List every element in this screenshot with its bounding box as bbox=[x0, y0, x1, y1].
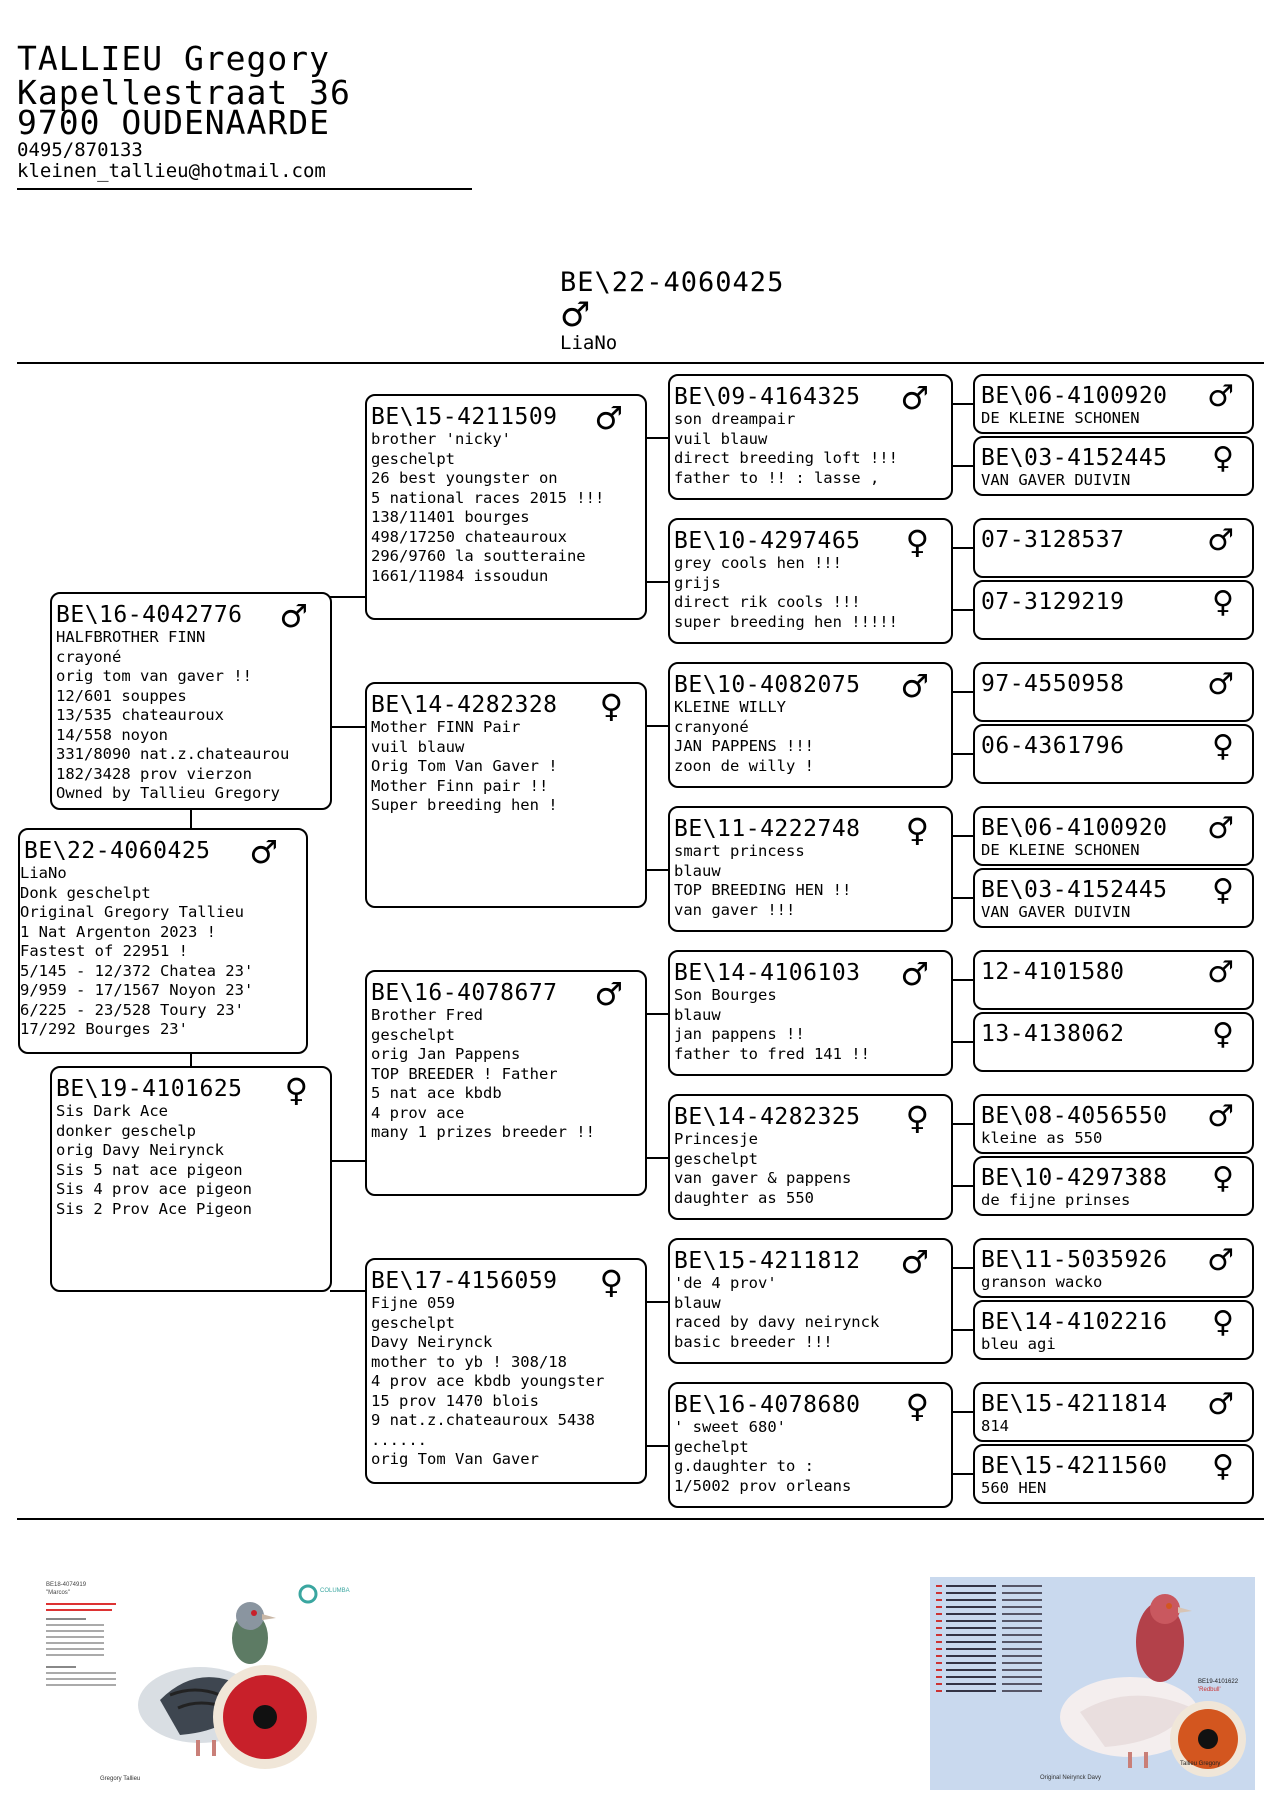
pedigree-box-gen4-12[interactable] bbox=[973, 1238, 1254, 1298]
pedigree-box-gen4-5[interactable] bbox=[973, 724, 1254, 784]
pedigree-box-gen2-3[interactable] bbox=[365, 1258, 647, 1484]
pedigree-note-line: Original Gregory Tallieu bbox=[20, 903, 244, 921]
pedigree-box-gen2-0[interactable] bbox=[365, 394, 647, 620]
pedigree-note-line: blauw bbox=[674, 861, 721, 880]
pedigree-box-gen4-1[interactable] bbox=[973, 436, 1254, 496]
pedigree-note-line: 296/9760 la soutteraine bbox=[371, 547, 586, 565]
pedigree-note-line: KLEINE WILLY bbox=[674, 698, 786, 716]
pedigree-note-line: granson wacko bbox=[981, 1273, 1103, 1291]
ring-number: 06-4361796 bbox=[981, 733, 1125, 759]
pedigree-box-gen4-0[interactable] bbox=[973, 374, 1254, 434]
bottom-divider bbox=[17, 1518, 1264, 1520]
connector-gen3-gen4 bbox=[951, 1473, 974, 1475]
pedigree-note-line: 560 HEN bbox=[981, 1479, 1047, 1497]
male-icon: ♂ bbox=[249, 833, 278, 871]
pedigree-note-line: Davy Neirynck bbox=[371, 1333, 493, 1351]
pedigree-box-gen4-6[interactable] bbox=[973, 806, 1254, 866]
ring-number: BE\06-4100920 bbox=[981, 815, 1168, 841]
female-icon: ♀ bbox=[284, 1071, 308, 1109]
ring-number: BE\08-4056550 bbox=[981, 1103, 1168, 1129]
male-icon: ♂ bbox=[1207, 811, 1234, 846]
ring-number: BE\14-4282328 bbox=[371, 692, 558, 718]
owner-street: Kapellestraat 36 bbox=[17, 73, 351, 112]
photo-left-brand: COLUMBA bbox=[320, 1588, 350, 1594]
ring-number: BE\10-4082075 bbox=[674, 672, 861, 698]
female-icon: ♀ bbox=[1212, 1161, 1234, 1196]
connector-gen3-gen4 bbox=[951, 691, 974, 693]
photo-left-ring: BE18-4074919 bbox=[46, 1582, 87, 1588]
pedigree-box-gen3-3[interactable] bbox=[668, 806, 953, 932]
female-icon: ♀ bbox=[1212, 1017, 1234, 1052]
connector-gen3-gen4 bbox=[951, 979, 974, 981]
pedigree-notes bbox=[975, 1335, 1252, 1355]
pedigree-note-line: grey cools hen !!! bbox=[674, 554, 842, 572]
ring-number: 07-3128537 bbox=[981, 527, 1125, 553]
pedigree-note-line: basic breeder !!! bbox=[674, 1332, 833, 1351]
female-icon: ♀ bbox=[1212, 441, 1234, 476]
pedigree-notes bbox=[367, 1294, 645, 1470]
pedigree-note-line: 1 Nat Argenton 2023 ! bbox=[20, 922, 216, 941]
pedigree-note-line: 6/225 - 23/528 Toury 23' bbox=[20, 1000, 244, 1019]
pedigree-note-line: geschelpt bbox=[371, 1025, 455, 1044]
pedigree-note-line: Sis 2 Prov Ace Pigeon bbox=[56, 1199, 252, 1218]
male-icon: ♂ bbox=[900, 667, 929, 705]
pedigree-notes bbox=[670, 986, 951, 1064]
pedigree-note-line: Owned by Tallieu Gregory bbox=[56, 784, 280, 802]
ring-number: 12-4101580 bbox=[981, 959, 1125, 985]
male-icon: ♂ bbox=[1207, 523, 1234, 558]
pedigree-note-line: 'de 4 prov' bbox=[674, 1274, 777, 1292]
female-icon: ♀ bbox=[905, 1387, 929, 1425]
pedigree-box-gen4-14[interactable] bbox=[973, 1382, 1254, 1442]
pedigree-note-line: 1661/11984 issoudun bbox=[371, 566, 549, 585]
pedigree-note-line: Brother Fred bbox=[371, 1006, 483, 1024]
connector-gen2-gen3 bbox=[645, 437, 669, 439]
pedigree-note-line: raced by davy neirynck bbox=[674, 1313, 880, 1331]
ring-number: 07-3129219 bbox=[981, 589, 1125, 615]
pedigree-note-line: van gaver & pappens bbox=[674, 1169, 852, 1187]
ring-number: BE\16-4042776 bbox=[56, 602, 243, 628]
pedigree-box-gen4-8[interactable] bbox=[973, 950, 1254, 1010]
pedigree-notes bbox=[20, 864, 306, 1040]
pedigree-note-line: LiaNo bbox=[20, 864, 67, 882]
female-icon: ♀ bbox=[905, 1099, 929, 1137]
pedigree-note-line: 9 nat.z.chateauroux 5438 bbox=[371, 1411, 595, 1429]
pedigree-notes bbox=[670, 698, 951, 776]
subject-id: BE\22-4060425 bbox=[560, 267, 785, 298]
female-icon: ♀ bbox=[1212, 585, 1234, 620]
pedigree-notes bbox=[975, 471, 1252, 491]
pedigree-note-line: 14/558 noyon bbox=[56, 725, 168, 744]
photo-right-owner: Tallieu Gregory bbox=[1180, 1761, 1221, 1767]
pedigree-note-line: zoon de willy ! bbox=[674, 756, 814, 775]
pedigree-box-gen4-9[interactable] bbox=[973, 1012, 1254, 1072]
connector-gen3-gen4 bbox=[951, 547, 974, 549]
pedigree-note-line: blauw bbox=[674, 1005, 721, 1024]
connector-main-dam bbox=[190, 1052, 192, 1068]
owner-email: kleinen_tallieu@hotmail.com bbox=[17, 160, 326, 182]
pedigree-box-gen3-0[interactable] bbox=[668, 374, 953, 500]
pedigree-note-line: VAN GAVER DUIVIN bbox=[981, 903, 1131, 921]
pedigree-note-line: Son Bourges bbox=[674, 986, 777, 1004]
male-icon: ♂ bbox=[1207, 379, 1234, 414]
pedigree-note-line: 17/292 Bourges 23' bbox=[20, 1020, 188, 1038]
connector-gen3-gen4 bbox=[951, 1123, 974, 1125]
pedigree-box-gen4-13[interactable] bbox=[973, 1300, 1254, 1360]
pedigree-note-line: crayoné bbox=[56, 647, 122, 666]
pedigree-notes bbox=[367, 430, 645, 586]
pedigree-box-gen2-2[interactable] bbox=[365, 970, 647, 1196]
male-icon: ♂ bbox=[1207, 1099, 1234, 1134]
pedigree-notes bbox=[670, 842, 951, 920]
pedigree-box-gen3-2[interactable] bbox=[668, 662, 953, 788]
pedigree-box-gen4-3[interactable] bbox=[973, 580, 1254, 640]
pedigree-note-line: jan pappens !! bbox=[674, 1025, 805, 1043]
pedigree-note-line: VAN GAVER DUIVIN bbox=[981, 471, 1131, 489]
ring-number: BE\14-4102216 bbox=[981, 1309, 1168, 1335]
ring-number: BE\10-4297465 bbox=[674, 528, 861, 554]
pedigree-note-line: many 1 prizes breeder !! bbox=[371, 1123, 595, 1141]
pedigree-note-line: Fijne 059 bbox=[371, 1294, 455, 1312]
photo-right-origin: Original Neirynck Davy bbox=[1040, 1775, 1102, 1781]
pedigree-note-line: 13/535 chateauroux bbox=[56, 706, 224, 724]
pedigree-note-line: Sis Dark Ace bbox=[56, 1102, 168, 1120]
photo-right-ring: BE19-4101622 bbox=[1198, 1679, 1239, 1685]
connector-sire-gen2 bbox=[330, 726, 366, 728]
pedigree-notes bbox=[670, 1274, 951, 1352]
pedigree-notes bbox=[975, 1479, 1252, 1499]
ring-number: 13-4138062 bbox=[981, 1021, 1125, 1047]
pedigree-note-line: 331/8090 nat.z.chateaurou bbox=[56, 745, 290, 763]
connector-gen3-gen4 bbox=[951, 465, 974, 467]
pedigree-note-line: TOP BREEDER ! Father bbox=[371, 1064, 558, 1083]
connector-gen2-gen3 bbox=[645, 1013, 669, 1015]
pedigree-note-line: ...... bbox=[371, 1430, 427, 1449]
ring-number: BE\14-4106103 bbox=[674, 960, 861, 986]
eye-closeup-left bbox=[210, 1662, 320, 1772]
connector-gen2-gen3 bbox=[645, 1301, 669, 1303]
ring-number: BE\19-4101625 bbox=[56, 1076, 243, 1102]
male-icon: ♂ bbox=[1207, 1387, 1234, 1422]
pedigree-note-line: Fastest of 22951 ! bbox=[20, 942, 188, 960]
pedigree-box-gen2-1[interactable] bbox=[365, 682, 647, 908]
pedigree-note-line: DE KLEINE SCHONEN bbox=[981, 409, 1140, 427]
pedigree-note-line: orig Jan Pappens bbox=[371, 1045, 521, 1063]
male-icon: ♂ bbox=[560, 295, 591, 335]
pedigree-note-line: 814 bbox=[981, 1417, 1009, 1435]
connector-gen2-gen3 bbox=[645, 581, 669, 583]
pedigree-note-line: father to !! : lasse , bbox=[674, 468, 880, 487]
pedigree-note-line: 26 best youngster on bbox=[371, 469, 558, 487]
connector-dam-gen2 bbox=[330, 1160, 366, 1162]
pedigree-note-line: 4 prov ace kbdb youngster bbox=[371, 1372, 605, 1390]
pedigree-note-line: 1/5002 prov orleans bbox=[674, 1476, 852, 1495]
pedigree-note-line: 4 prov ace bbox=[371, 1103, 465, 1122]
pedigree-box-gen3-7[interactable] bbox=[668, 1382, 953, 1508]
female-icon: ♀ bbox=[1212, 873, 1234, 908]
pedigree-note-line: mother to yb ! 308/18 bbox=[371, 1352, 567, 1371]
ring-number: BE\15-4211812 bbox=[674, 1248, 861, 1274]
owner-phone: 0495/870133 bbox=[17, 139, 143, 161]
pedigree-note-line: Mother Finn pair !! bbox=[371, 776, 549, 795]
pedigree-note-line: HALFBROTHER FINN bbox=[56, 628, 206, 646]
pedigree-note-line: geschelpt bbox=[674, 1149, 758, 1168]
ring-number: BE\09-4164325 bbox=[674, 384, 861, 410]
ring-number: BE\22-4060425 bbox=[24, 838, 211, 864]
pedigree-box-gen4-10[interactable] bbox=[973, 1094, 1254, 1154]
pedigree-box-sire[interactable] bbox=[50, 592, 332, 810]
connector-gen3-gen4 bbox=[951, 403, 974, 405]
pedigree-note-line: kleine as 550 bbox=[981, 1129, 1103, 1147]
pedigree-box-gen4-11[interactable] bbox=[973, 1156, 1254, 1216]
ring-number: BE\16-4078680 bbox=[674, 1392, 861, 1418]
pedigree-note-line: brother 'nicky' bbox=[371, 430, 511, 448]
pedigree-notes bbox=[52, 628, 330, 804]
pedigree-box-gen4-7[interactable] bbox=[973, 868, 1254, 928]
connector-gen3-gen4 bbox=[951, 1041, 974, 1043]
ring-number: BE\17-4156059 bbox=[371, 1268, 558, 1294]
pedigree-note-line: Sis 4 prov ace pigeon bbox=[56, 1180, 252, 1198]
pedigree-note-line: grijs bbox=[674, 573, 721, 592]
pedigree-note-line: geschelpt bbox=[371, 1313, 455, 1332]
owner-header bbox=[17, 39, 351, 182]
owner-underline bbox=[17, 188, 472, 190]
male-icon: ♂ bbox=[594, 399, 623, 437]
pedigree-note-line: donker geschelp bbox=[56, 1121, 196, 1140]
pedigree-note-line: 498/17250 chateauroux bbox=[371, 527, 567, 546]
male-icon: ♂ bbox=[900, 379, 929, 417]
connector-dam-gen2 bbox=[330, 1290, 366, 1292]
pedigree-note-line: son dreampair bbox=[674, 410, 796, 428]
pedigree-notes bbox=[670, 1418, 951, 1496]
connector-gen3-gen4 bbox=[951, 1411, 974, 1413]
pedigree-notes bbox=[52, 1102, 330, 1219]
subject-name: LiaNo bbox=[560, 332, 618, 354]
pedigree-notes bbox=[670, 1130, 951, 1208]
pedigree-note-line: Super breeding hen ! bbox=[371, 796, 558, 814]
pedigree-note-line: 5/145 - 12/372 Chatea 23' bbox=[20, 961, 254, 980]
ring-number: BE\06-4100920 bbox=[981, 383, 1168, 409]
connector-gen3-gen4 bbox=[951, 835, 974, 837]
owner-city: 9700 OUDENAARDE bbox=[17, 103, 331, 142]
pedigree-note-line: super breeding hen !!!!! bbox=[674, 612, 898, 631]
female-icon: ♀ bbox=[1212, 1305, 1234, 1340]
male-icon: ♂ bbox=[1207, 1243, 1234, 1278]
pedigree-note-line: orig tom van gaver !! bbox=[56, 667, 252, 685]
pedigree-box-gen3-5[interactable] bbox=[668, 1094, 953, 1220]
male-icon: ♂ bbox=[900, 955, 929, 993]
connector-gen3-gen4 bbox=[951, 753, 974, 755]
female-icon: ♀ bbox=[599, 1263, 623, 1301]
pedigree-note-line: bleu agi bbox=[981, 1335, 1056, 1353]
pedigree-note-line: blauw bbox=[674, 1293, 721, 1312]
male-icon: ♂ bbox=[900, 1243, 929, 1281]
connector-gen2-gen3 bbox=[645, 1157, 669, 1159]
ring-number: BE\15-4211560 bbox=[981, 1453, 1168, 1479]
ring-number: BE\15-4211814 bbox=[981, 1391, 1168, 1417]
pedigree-box-gen3-1[interactable] bbox=[668, 518, 953, 644]
ring-number: 97-4550958 bbox=[981, 671, 1125, 697]
pedigree-note-line: 9/959 - 17/1567 Noyon 23' bbox=[20, 981, 254, 999]
female-icon: ♀ bbox=[1212, 729, 1234, 764]
pedigree-note-line: orig Tom Van Gaver bbox=[371, 1450, 539, 1468]
pedigree-note-line: 5 nat ace kbdb bbox=[371, 1084, 502, 1102]
photo-left-owner: Gregory Tallieu bbox=[100, 1776, 141, 1782]
male-icon: ♂ bbox=[1207, 955, 1234, 990]
pedigree-note-line: TOP BREEDING HEN !! bbox=[674, 881, 852, 899]
pedigree-box-gen3-6[interactable] bbox=[668, 1238, 953, 1364]
female-icon: ♀ bbox=[905, 523, 929, 561]
female-icon: ♀ bbox=[599, 687, 623, 725]
female-icon: ♀ bbox=[905, 811, 929, 849]
ring-number: BE\14-4282325 bbox=[674, 1104, 861, 1130]
pedigree-notes bbox=[975, 1191, 1252, 1211]
connector-gen2-gen3 bbox=[645, 869, 669, 871]
ring-number: BE\11-4222748 bbox=[674, 816, 861, 842]
pedigree-notes bbox=[367, 1006, 645, 1143]
pedigree-note-line: de fijne prinses bbox=[981, 1191, 1131, 1209]
owner-name: TALLIEU Gregory bbox=[17, 39, 331, 78]
connector-gen3-gen4 bbox=[951, 609, 974, 611]
pedigree-notes bbox=[367, 718, 645, 816]
connector-sire-gen2 bbox=[330, 596, 366, 598]
pedigree-note-line: direct breeding loft !!! bbox=[674, 449, 898, 467]
pedigree-note-line: direct rik cools !!! bbox=[674, 593, 861, 611]
pedigree-note-line: orig Davy Neirynck bbox=[56, 1141, 224, 1159]
pedigree-box-gen4-2[interactable] bbox=[973, 518, 1254, 578]
pedigree-note-line: 12/601 souppes bbox=[56, 686, 187, 705]
top-divider bbox=[17, 362, 1264, 364]
pedigree-note-line: Mother FINN Pair bbox=[371, 718, 521, 736]
male-icon: ♂ bbox=[1207, 667, 1234, 702]
pedigree-note-line: 5 national races 2015 !!! bbox=[371, 488, 605, 507]
photo-right-nickname: 'Redbull' bbox=[1198, 1687, 1221, 1693]
pedigree-note-line: 138/11401 bourges bbox=[371, 508, 530, 526]
ring-number: BE\03-4152445 bbox=[981, 877, 1168, 903]
ring-number: BE\03-4152445 bbox=[981, 445, 1168, 471]
connector-gen3-gen4 bbox=[951, 897, 974, 899]
pedigree-note-line: 15 prov 1470 blois bbox=[371, 1391, 539, 1410]
male-icon: ♂ bbox=[594, 975, 623, 1013]
connector-gen3-gen4 bbox=[951, 1329, 974, 1331]
pedigree-note-line: vuil blauw bbox=[371, 737, 465, 756]
pedigree-box-gen3-4[interactable] bbox=[668, 950, 953, 1076]
connector-gen3-gen4 bbox=[951, 1185, 974, 1187]
ring-number: BE\11-5035926 bbox=[981, 1247, 1168, 1273]
connector-gen3-gen4 bbox=[951, 1267, 974, 1269]
pedigree-note-line: Orig Tom Van Gaver ! bbox=[371, 757, 558, 775]
connector-gen2-gen3 bbox=[645, 725, 669, 727]
pedigree-note-line: geschelpt bbox=[371, 449, 455, 468]
pedigree-notes bbox=[975, 903, 1252, 923]
pedigree-note-line: Princesje bbox=[674, 1130, 758, 1148]
pedigree-notes bbox=[670, 410, 951, 488]
pedigree-note-line: daughter as 550 bbox=[674, 1188, 814, 1207]
pedigree-box-gen4-4[interactable] bbox=[973, 662, 1254, 722]
pedigree-note-line: gechelpt bbox=[674, 1437, 749, 1456]
connector-main-sire bbox=[190, 808, 192, 830]
photo-card-left bbox=[40, 1580, 385, 1790]
pedigree-note-line: cranyoné bbox=[674, 717, 749, 736]
photo-card-right bbox=[930, 1577, 1255, 1790]
female-icon: ♀ bbox=[1212, 1449, 1234, 1484]
pedigree-note-line: vuil blauw bbox=[674, 429, 768, 448]
pedigree-note-line: Donk geschelpt bbox=[20, 883, 151, 902]
pedigree-note-line: 182/3428 prov vierzon bbox=[56, 764, 252, 783]
pedigree-note-line: g.daughter to : bbox=[674, 1457, 814, 1475]
subject-header bbox=[560, 268, 784, 354]
pedigree-note-line: DE KLEINE SCHONEN bbox=[981, 841, 1140, 859]
pedigree-note-line: smart princess bbox=[674, 842, 805, 860]
pedigree-note-line: Sis 5 nat ace pigeon bbox=[56, 1160, 243, 1179]
ring-number: BE\10-4297388 bbox=[981, 1165, 1168, 1191]
pedigree-note-line: father to fred 141 !! bbox=[674, 1044, 870, 1063]
pedigree-note-line: ' sweet 680' bbox=[674, 1418, 786, 1436]
photo-left-nickname: "Marcos" bbox=[46, 1590, 70, 1596]
pedigree-box-main[interactable] bbox=[18, 828, 308, 1054]
connector-gen2-gen3 bbox=[645, 1445, 669, 1447]
pedigree-box-dam[interactable] bbox=[50, 1066, 332, 1292]
pedigree-note-line: JAN PAPPENS !!! bbox=[674, 737, 814, 755]
male-icon: ♂ bbox=[279, 597, 308, 635]
ring-number: BE\16-4078677 bbox=[371, 980, 558, 1006]
pedigree-box-gen4-15[interactable] bbox=[973, 1444, 1254, 1504]
ring-number: BE\15-4211509 bbox=[371, 404, 558, 430]
pedigree-notes bbox=[670, 554, 951, 632]
pedigree-note-line: van gaver !!! bbox=[674, 900, 796, 919]
